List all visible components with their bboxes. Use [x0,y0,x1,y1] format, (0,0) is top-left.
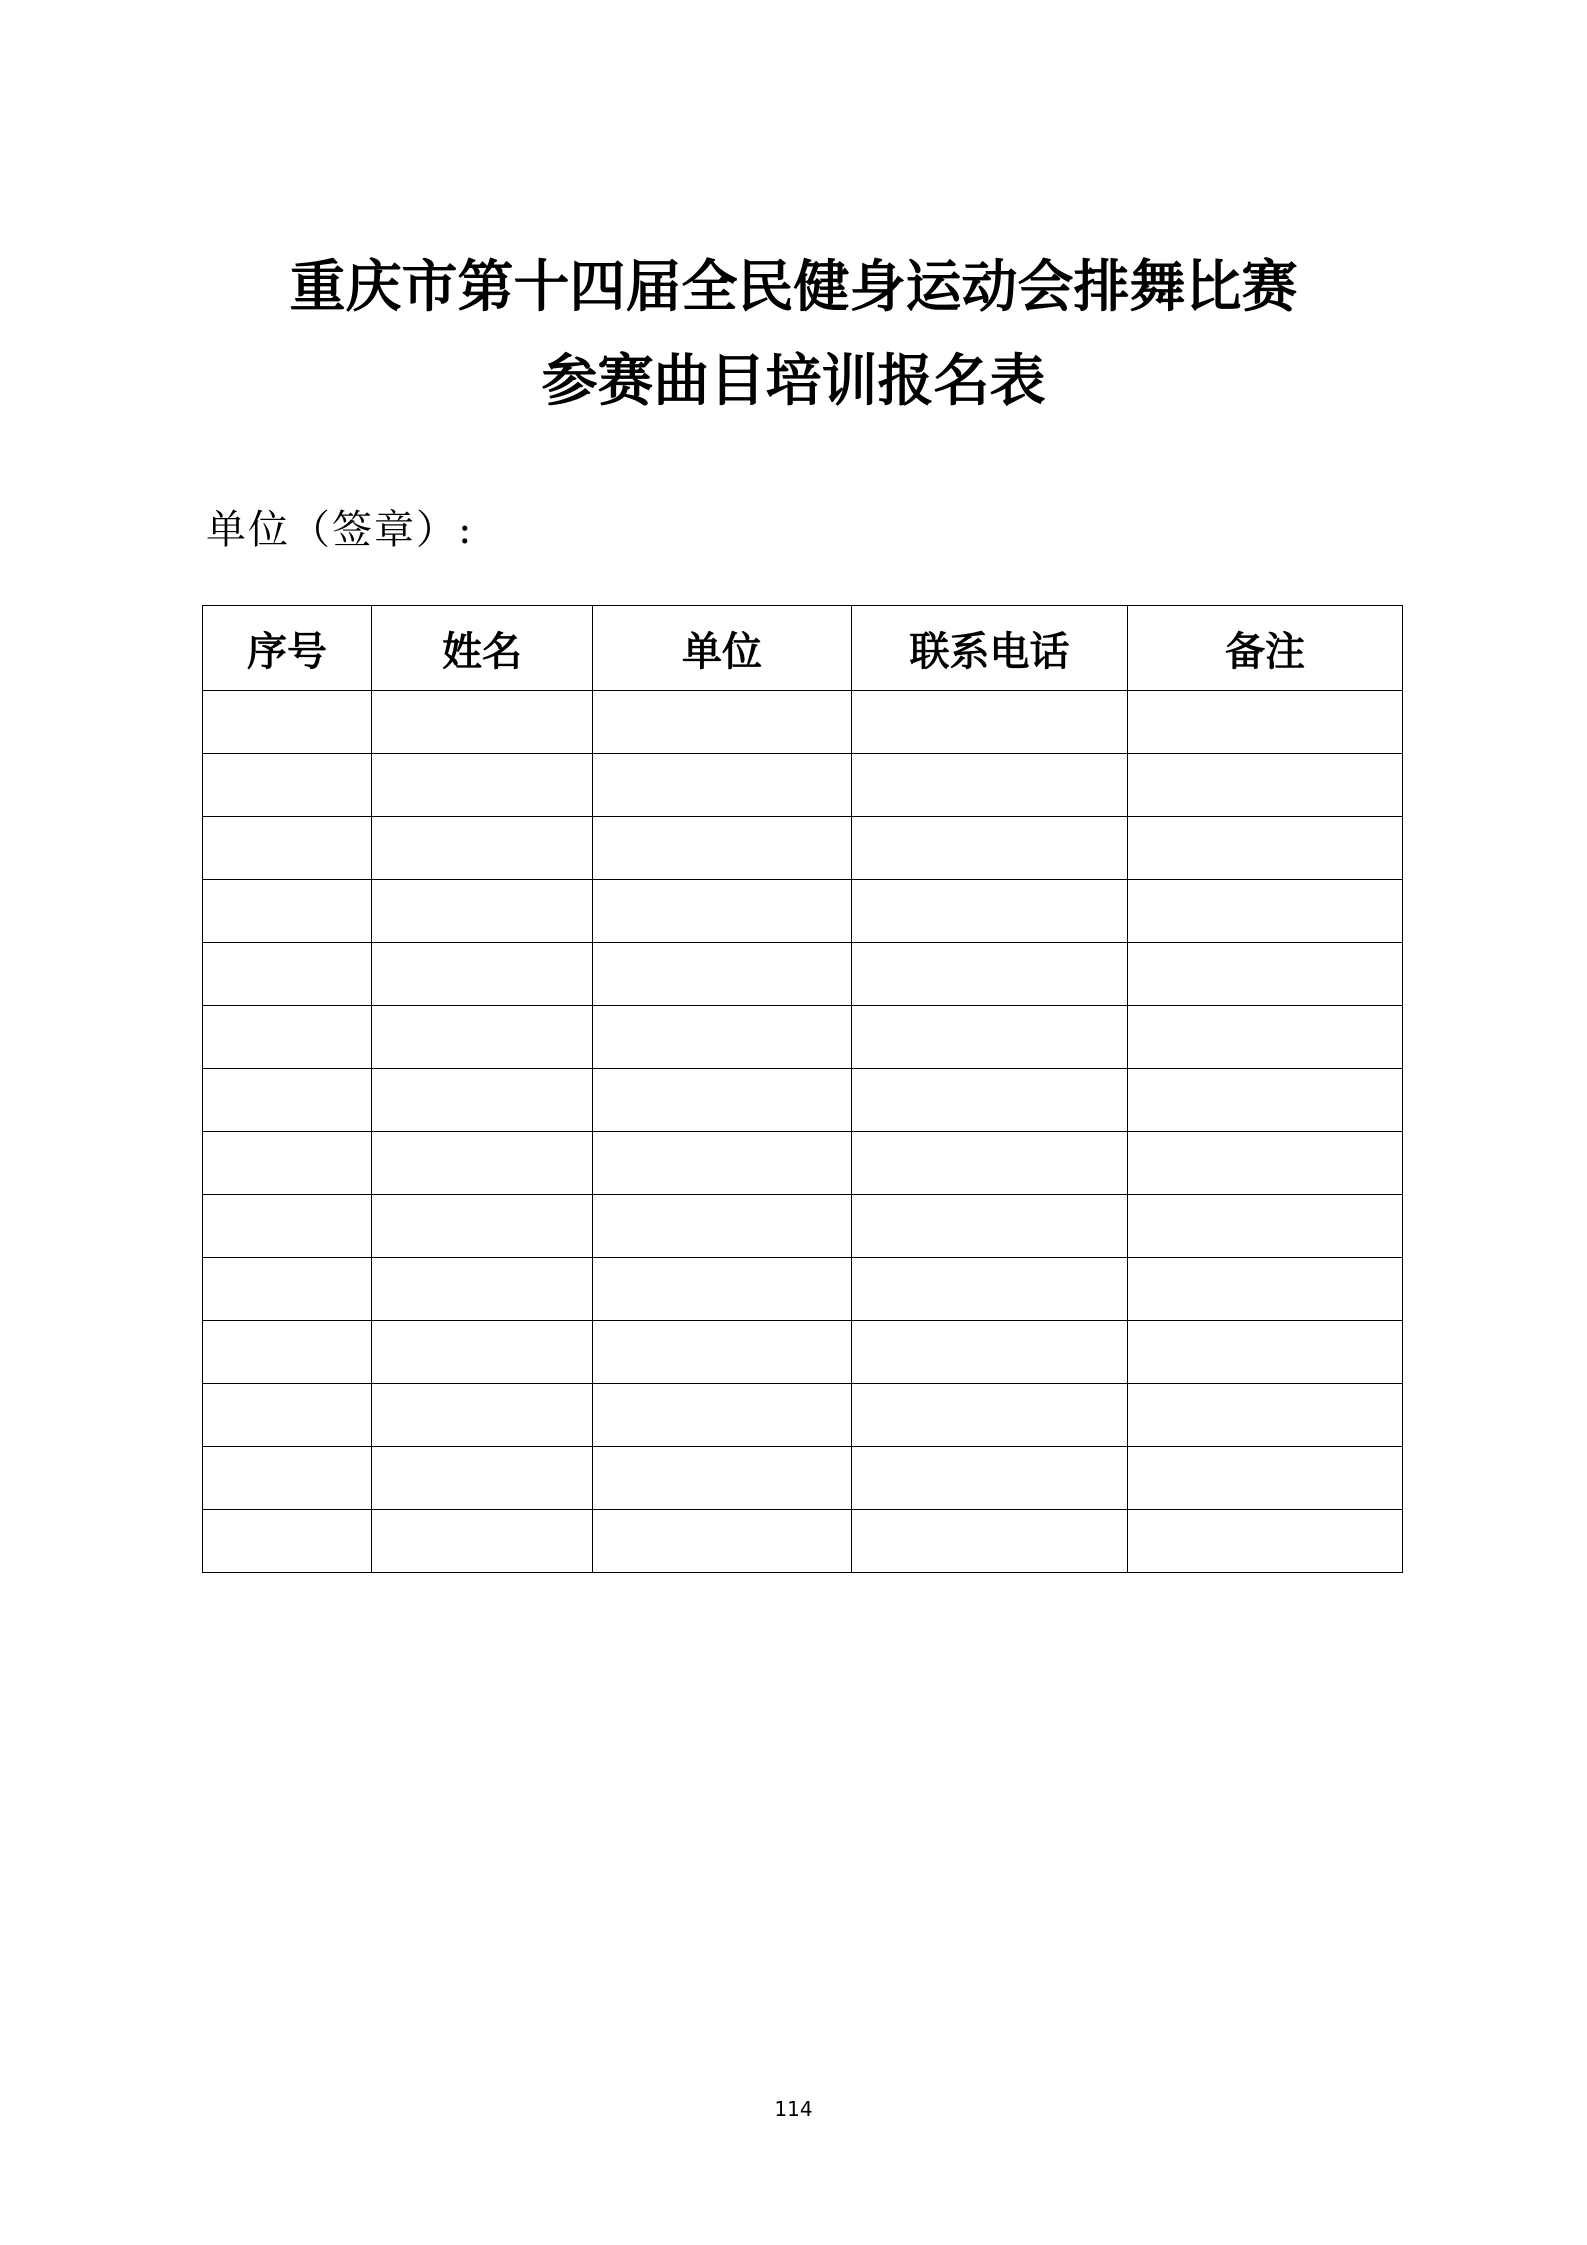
table-row [203,1258,1403,1321]
table-row [203,1510,1403,1573]
table-cell-unit[interactable] [593,1258,852,1321]
table-cell-remarks[interactable] [1128,880,1403,943]
table-cell-phone[interactable] [852,1321,1128,1384]
table-cell-unit[interactable] [593,1321,852,1384]
table-cell-remarks[interactable] [1128,1195,1403,1258]
table-cell-serial-number[interactable] [203,691,372,754]
table-cell-phone[interactable] [852,1006,1128,1069]
table-row [203,754,1403,817]
table-cell-phone[interactable] [852,754,1128,817]
table-cell-name[interactable] [372,1510,593,1573]
table-cell-unit[interactable] [593,754,852,817]
table-row [203,1069,1403,1132]
table-cell-name[interactable] [372,1384,593,1447]
table-cell-unit[interactable] [593,1069,852,1132]
table-cell-unit[interactable] [593,1195,852,1258]
header-phone: 联系电话 [852,606,1128,691]
document-title [0,240,1587,428]
table-cell-name[interactable] [372,1006,593,1069]
table-row [203,880,1403,943]
table-cell-name[interactable] [372,754,593,817]
table-cell-name[interactable] [372,880,593,943]
table-cell-unit[interactable] [593,1510,852,1573]
table-body [203,691,1403,1573]
table-row [203,1195,1403,1258]
table-row [203,943,1403,1006]
table-cell-name[interactable] [372,817,593,880]
table-cell-name[interactable] [372,691,593,754]
table-row [203,1447,1403,1510]
table-cell-phone[interactable] [852,1069,1128,1132]
table-cell-name[interactable] [372,1195,593,1258]
table-cell-serial-number[interactable] [203,1069,372,1132]
table-cell-name[interactable] [372,1132,593,1195]
table-cell-serial-number[interactable] [203,1384,372,1447]
table-row [203,1321,1403,1384]
table-cell-phone[interactable] [852,1510,1128,1573]
table-cell-serial-number[interactable] [203,1321,372,1384]
table-cell-remarks[interactable] [1128,1258,1403,1321]
header-name: 姓名 [372,606,593,691]
table-row [203,1384,1403,1447]
table-cell-unit[interactable] [593,691,852,754]
table-row [203,1132,1403,1195]
table-cell-remarks[interactable] [1128,1384,1403,1447]
title-line-1: 重庆市第十四届全民健身运动会排舞比赛 [289,254,1298,320]
table-cell-remarks[interactable] [1128,1447,1403,1510]
table-cell-phone[interactable] [852,1384,1128,1447]
table-cell-name[interactable] [372,943,593,1006]
registration-table [202,605,1403,1573]
table-cell-serial-number[interactable] [203,880,372,943]
table-cell-unit[interactable] [593,817,852,880]
header-serial-number: 序号 [203,606,372,691]
table-cell-serial-number[interactable] [203,1006,372,1069]
unit-signature-label: 单位（签章）: [206,507,474,553]
table-cell-serial-number[interactable] [203,1258,372,1321]
table-row [203,1006,1403,1069]
table-cell-unit[interactable] [593,880,852,943]
table-cell-serial-number[interactable] [203,1447,372,1510]
header-unit: 单位 [593,606,852,691]
table-cell-phone[interactable] [852,1447,1128,1510]
table-cell-name[interactable] [372,1321,593,1384]
table-cell-phone[interactable] [852,691,1128,754]
table-cell-remarks[interactable] [1128,817,1403,880]
table-cell-serial-number[interactable] [203,1195,372,1258]
title-line-2: 参赛曲目培训报名表 [541,348,1046,414]
table-cell-phone[interactable] [852,1258,1128,1321]
table-cell-remarks[interactable] [1128,754,1403,817]
table-cell-serial-number[interactable] [203,817,372,880]
page-number: 114 [774,2097,813,2121]
table-cell-name[interactable] [372,1258,593,1321]
table-cell-unit[interactable] [593,1384,852,1447]
table-cell-serial-number[interactable] [203,1510,372,1573]
table-cell-remarks[interactable] [1128,1006,1403,1069]
table-cell-name[interactable] [372,1447,593,1510]
table-cell-phone[interactable] [852,1195,1128,1258]
table-cell-remarks[interactable] [1128,1132,1403,1195]
table-cell-remarks[interactable] [1128,943,1403,1006]
table-cell-phone[interactable] [852,1132,1128,1195]
header-remarks: 备注 [1128,606,1403,691]
table-cell-phone[interactable] [852,880,1128,943]
table-row [203,691,1403,754]
table-row [203,817,1403,880]
table-cell-remarks[interactable] [1128,691,1403,754]
table-cell-unit[interactable] [593,943,852,1006]
table-cell-remarks[interactable] [1128,1510,1403,1573]
table-cell-remarks[interactable] [1128,1321,1403,1384]
table-cell-serial-number[interactable] [203,1132,372,1195]
table-cell-unit[interactable] [593,1006,852,1069]
table-cell-phone[interactable] [852,943,1128,1006]
table-cell-serial-number[interactable] [203,943,372,1006]
table-cell-unit[interactable] [593,1132,852,1195]
table-cell-phone[interactable] [852,817,1128,880]
table-cell-serial-number[interactable] [203,754,372,817]
table-cell-remarks[interactable] [1128,1069,1403,1132]
table-header-row [203,606,1403,691]
table-cell-name[interactable] [372,1069,593,1132]
table-cell-unit[interactable] [593,1447,852,1510]
